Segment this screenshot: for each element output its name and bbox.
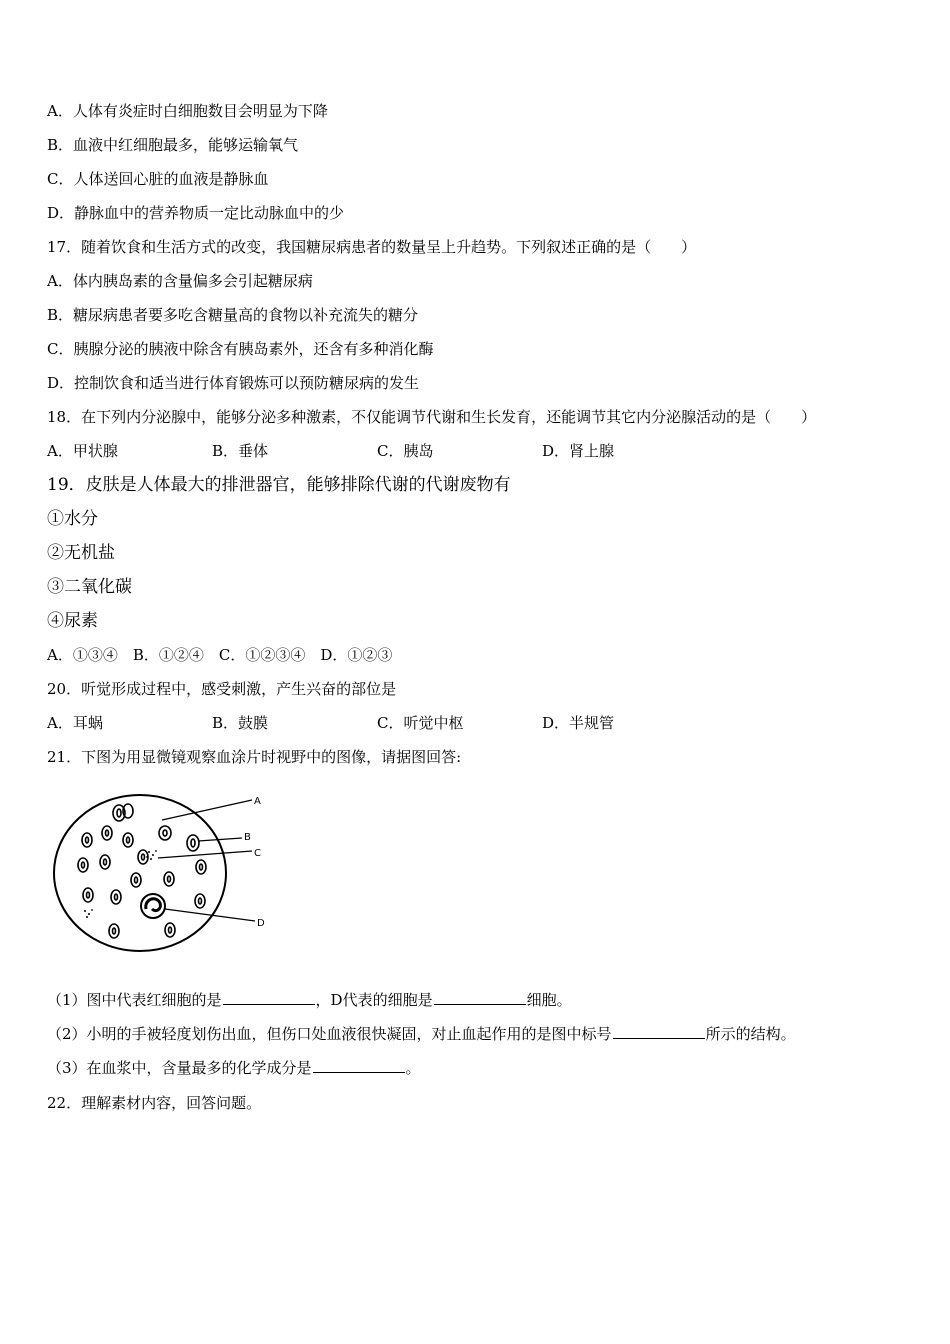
q21-sub-1 [47,990,572,1010]
q19-item-4: ④尿素 [47,611,98,631]
q19-item-3: ③二氧化碳 [47,577,132,597]
blood-smear-figure [52,785,282,955]
q20-stem: 20．听觉形成过程中，感受刺激，产生兴奋的部位是 [47,680,397,698]
q21-sub-1-text-2: ，D代表的细胞是 [315,991,433,1009]
q21-sub-3-text-1: （3）在血浆中，含量最多的化学成分是 [47,1059,312,1077]
q17-option-d: D．控制饮食和适当进行体育锻炼可以预防糖尿病的发生 [47,374,420,392]
q17-option-b: B．糖尿病患者要多吃含糖量高的食物以补充流失的糖分 [47,306,419,324]
q20-option-b: B．鼓膜 [212,714,269,732]
figure-label-c: C [254,848,261,859]
q17-option-a: A．体内胰岛素的含量偏多会引起糖尿病 [47,272,313,290]
q21-sub-1-text-3: 细胞。 [526,991,572,1009]
white-blood-cell [141,894,165,918]
field-of-view-circle [54,795,226,951]
q19-item-2: ②无机盐 [47,543,115,563]
q21-sub-2-text-2: 所示的结构。 [705,1025,796,1043]
q16-option-d: D．静脉血中的营养物质一定比动脉血中的少 [47,204,345,222]
q21-sub-1-text-1: （1）图中代表红细胞的是 [47,991,222,1009]
q19-options: A．①③④ B．①②④ C．①②③④ D．①②③ [47,646,393,664]
q18-option-d: D．肾上腺 [542,442,615,460]
answer-blank[interactable] [613,1024,705,1039]
answer-blank[interactable] [223,990,315,1005]
q18-stem: 18．在下列内分泌腺中，能够分泌多种激素，不仅能调节代谢和生长发育，还能调节其它内分泌腺活动的是（ ） [47,408,817,426]
figure-label-b: B [244,832,251,843]
q21-stem: 21．下图为用显微镜观察血涂片时视野中的图像，请据图回答: [47,748,462,766]
q19-stem: 19．皮肤是人体最大的排泄器官，能够排除代谢的代谢废物有 [47,475,511,495]
figure-label-d: D [257,918,265,929]
q17-stem: 17．随着饮食和生活方式的改变，我国糖尿病患者的数量呈上升趋势。下列叙述正确的是（ ） [47,238,697,256]
red-blood-cells [78,804,206,938]
q18-option-b: B．垂体 [212,442,269,460]
q16-option-b: B．血液中红细胞最多，能够运输氧气 [47,136,299,154]
q20-option-d: D．半规管 [542,714,615,732]
q16-option-c: C．人体送回心脏的血液是静脉血 [47,170,269,188]
q22-stem: 22．理解素材内容，回答问题。 [47,1094,262,1112]
answer-blank[interactable] [313,1058,405,1073]
q16-option-a: A．人体有炎症时白细胞数目会明显为下降 [47,102,328,120]
q21-sub-3-text-2: 。 [405,1059,421,1077]
label-lines [158,800,255,921]
q18-option-c: C．胰岛 [377,442,434,460]
q20-option-a: A．耳蜗 [47,714,103,732]
answer-blank[interactable] [434,990,526,1005]
q19-item-1: ①水分 [47,509,98,529]
q21-sub-2-text-1: （2）小明的手被轻度划伤出血，但伤口处血液很快凝固，对止血起作用的是图中标号 [47,1025,612,1043]
q21-sub-3 [47,1058,421,1078]
q21-sub-2 [47,1024,796,1044]
q17-option-c: C．胰腺分泌的胰液中除含有胰岛素外，还含有多种消化酶 [47,340,434,358]
figure-label-a: A [254,796,261,807]
q18-option-a: A．甲状腺 [47,442,118,460]
q20-option-c: C．听觉中枢 [377,714,464,732]
